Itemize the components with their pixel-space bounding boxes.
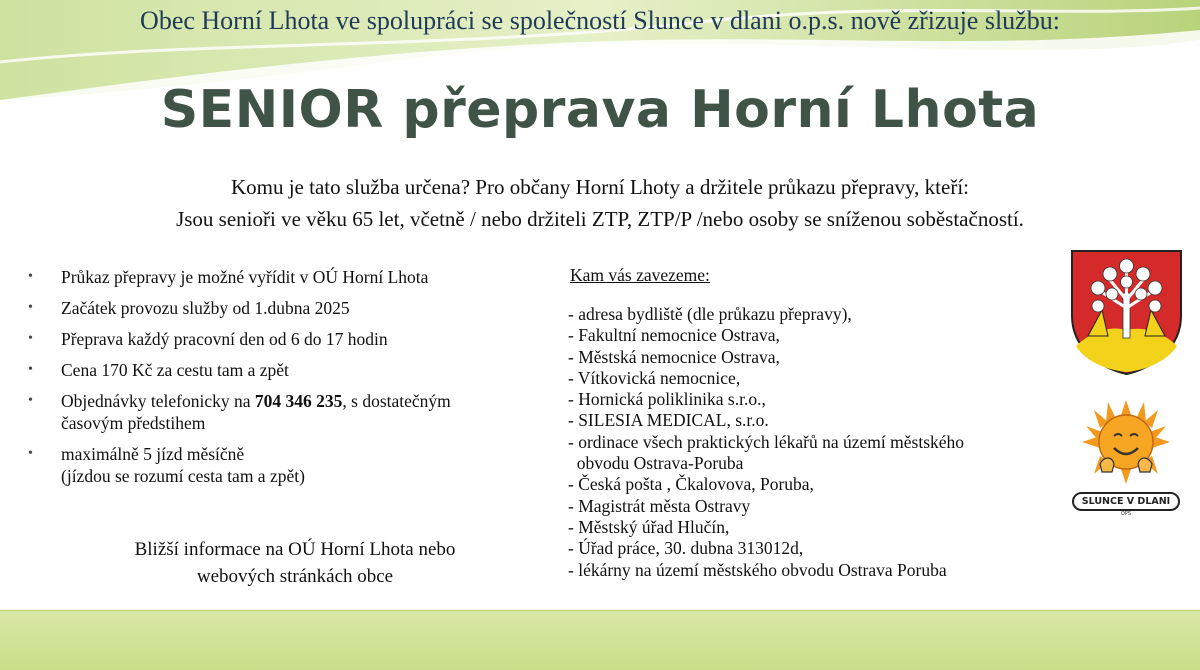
- list-item: - Městská nemocnice Ostrava,: [568, 346, 780, 367]
- page-title: SENIOR přeprava Horní Lhota: [160, 80, 1040, 140]
- list-item: [28, 297, 558, 319]
- list-item: - Hornická poliklinika s.r.o.,: [568, 389, 766, 410]
- list-item: - Vítkovická nemocnice,: [568, 367, 741, 388]
- list-item-text: Začátek provozu služby od 1.dubna 2025: [61, 298, 350, 318]
- more-info: [30, 536, 560, 590]
- list-item: [28, 266, 558, 288]
- list-item-note: (jízdou se rozumí cesta tam a zpět): [61, 466, 305, 486]
- list-item: - Magistrát města Ostravy: [568, 495, 751, 516]
- list-item: [28, 390, 558, 434]
- list-item-text: Průkaz přepravy je možné vyřídit v OÚ Horní Lhota: [61, 267, 429, 287]
- coat-of-arms-icon: [1068, 248, 1185, 376]
- order-text-line2: časovým předstihem: [61, 413, 206, 433]
- logo-subtext: OPS: [1120, 511, 1132, 517]
- intro-line-1: Komu je tato služba určena? Pro občany Horní Lhoty a držitele průkazu přepravy, kteří:: [230, 175, 970, 199]
- list-item: - adresa bydliště (dle průkazu přepravy),: [568, 304, 852, 324]
- list-item: - Městský úřad Hlučín,: [568, 516, 730, 537]
- destinations-list: [568, 304, 1078, 581]
- list-item: [28, 328, 558, 350]
- list-item: [28, 443, 558, 487]
- list-item: - SILESIA MEDICAL, s.r.o.: [568, 410, 769, 431]
- list-item-text: maximálně 5 jízd měsíčně: [61, 444, 245, 464]
- destinations-title: Kam vás zavezeme:: [570, 265, 710, 285]
- list-item: - Česká pošta , Čkalovova, Poruba,: [568, 474, 814, 495]
- list-item: - Úřad práce, 30. dubna 313012d,: [568, 538, 804, 559]
- list-item: - ordinace všech praktických lékařů na území městského: [568, 431, 965, 452]
- list-item: - lékárny na území městského obvodu Ostrava Poruba: [568, 559, 947, 580]
- logo-text: SLUNCE V DLANI: [1072, 492, 1180, 511]
- list-item-text: Cena 170 Kč za cestu tam a zpět: [61, 360, 289, 380]
- intro-line-2: Jsou senioři ve věku 65 let, včetně / nebo držiteli ZTP, ZTP/P /nebo osoby se sníženou soběstačností.: [176, 207, 1024, 231]
- slunce-v-dlani-logo: [1072, 398, 1180, 528]
- list-item: - Fakultní nemocnice Ostrava,: [568, 325, 780, 346]
- phone-number: 704 346 235: [254, 391, 343, 411]
- footer-green-band: [0, 610, 1200, 670]
- order-text-post: , s dostatečným: [342, 391, 451, 411]
- service-info-list: [28, 266, 558, 496]
- list-item: [28, 359, 558, 381]
- more-info-line-2: webových stránkách obce: [196, 566, 394, 587]
- sun-icon: [1072, 398, 1180, 486]
- more-info-line-1: Bližší informace na OÚ Horní Lhota nebo: [134, 539, 456, 560]
- header-line: Obec Horní Lhota ve spolupráci se společností Slunce v dlani o.p.s. nově zřizuje službu:: [140, 6, 1060, 35]
- order-text-pre: Objednávky telefonicky na: [61, 391, 255, 411]
- list-item-text: Přeprava každý pracovní den od 6 do 17 hodin: [61, 329, 388, 349]
- list-item: obvodu Ostrava-Poruba: [568, 453, 744, 474]
